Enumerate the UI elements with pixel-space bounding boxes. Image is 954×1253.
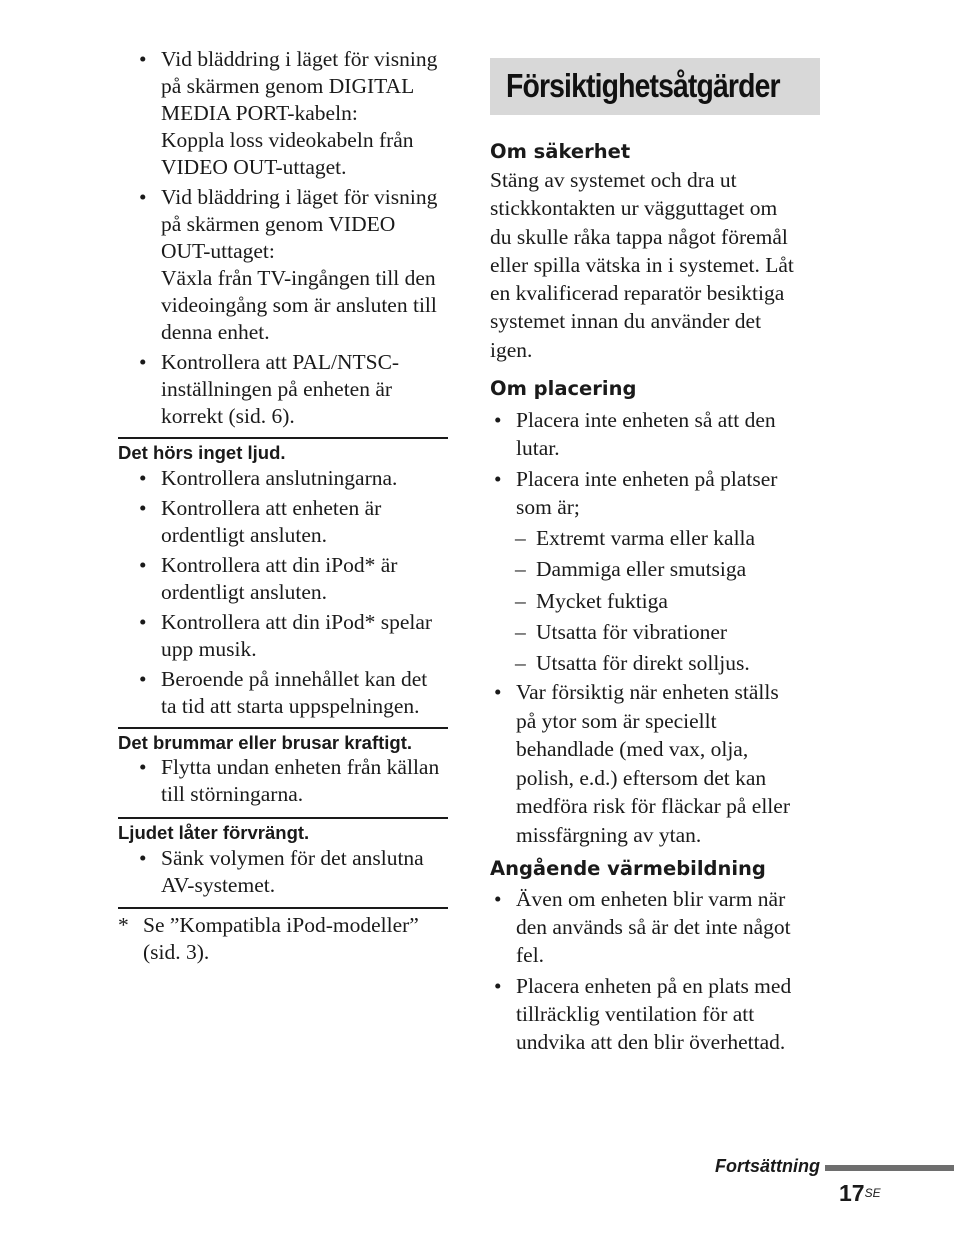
text-line: fel. [516, 943, 545, 967]
section-heading: Det brummar eller brusar kraftigt. [118, 732, 413, 753]
text-line: Kontrollera att din iPod* är [161, 553, 398, 577]
text-line: stickkontakten ur vägguttaget om [490, 196, 778, 221]
bullet-glyph: • [494, 680, 502, 705]
bullet-glyph: • [139, 610, 147, 634]
bullet-glyph: • [139, 846, 147, 870]
bullet-glyph: • [494, 467, 502, 491]
dash-item [515, 587, 820, 618]
text-line: Kontrollera anslutningarna. [161, 466, 398, 490]
text-line: eller spilla vätska in i systemet. Låt [490, 252, 794, 277]
text-line: Kontrollera att enheten är [161, 496, 382, 520]
page-number-value: 17 [839, 1180, 865, 1206]
text-line: VIDEO OUT-uttaget. [161, 155, 347, 179]
text-line: den används så är det inte något [516, 915, 791, 939]
text-line: ordentligt ansluten. [161, 580, 327, 604]
text-line: Flytta undan enheten från källan [161, 755, 440, 779]
section-bullet-list [118, 754, 448, 808]
list-item [494, 406, 820, 462]
bullet-glyph: • [494, 974, 502, 998]
page-title-bar [490, 58, 820, 115]
dash-glyph: – [515, 619, 526, 644]
dash-item [515, 524, 820, 555]
list-item [139, 845, 448, 899]
text-line: ta tid att starta uppspelningen. [161, 694, 420, 718]
section-bullet-list [118, 845, 448, 899]
text-line: på skärmen genom DIGITAL [161, 74, 415, 98]
list-item [494, 465, 820, 521]
bullet-glyph: • [139, 185, 147, 209]
dash-glyph: – [515, 526, 526, 550]
text-line: du skulle råka tappa något föremål [490, 224, 788, 249]
bullet-glyph: • [139, 667, 147, 691]
bullet-glyph: • [139, 553, 147, 577]
text-line: undvika att den blir överhettad. [516, 1030, 786, 1054]
continued-bar [825, 1165, 954, 1171]
text-line: Vid bläddring i läget för visning [161, 47, 438, 71]
list-item [139, 666, 448, 720]
list-item [139, 46, 448, 181]
safety-paragraph [490, 166, 794, 364]
bullet-glyph: • [139, 496, 147, 520]
section-bullet-list [118, 465, 448, 720]
dash-glyph: – [515, 557, 526, 582]
bullet-glyph: • [494, 408, 502, 432]
text-line: upp musik. [161, 637, 257, 661]
list-item [494, 885, 820, 969]
text-line: korrekt (sid. 6). [161, 404, 295, 428]
section-heading: Angående värmebildning [490, 857, 766, 880]
text-line: Även om enheten blir varm när [516, 887, 786, 911]
dash-item [515, 649, 820, 677]
text-line: MEDIA PORT-kabeln: [161, 101, 358, 125]
text-line: Var försiktig när enheten ställs [516, 680, 779, 705]
text-line: en kvalificerad reparatör besiktiga [490, 281, 785, 306]
dash-item [515, 618, 820, 649]
list-item [139, 552, 448, 606]
text-line: Utsatta för vibrationer [536, 619, 728, 644]
text-line: Stäng av systemet och dra ut [490, 168, 737, 192]
text-line: denna enhet. [161, 320, 270, 344]
dash-glyph: – [515, 588, 526, 613]
text-line: inställningen på enheten är [161, 377, 393, 401]
text-line: polish, e.d.) eftersom det kan [516, 765, 767, 790]
list-item [139, 609, 448, 663]
text-line: som är; [516, 495, 580, 519]
text-line: Växla från TV-ingången till den [161, 266, 436, 290]
text-line: systemet innan du använder det [490, 309, 762, 334]
text-line: behandlade (med vax, olja, [516, 737, 749, 762]
text-line: till störningarna. [161, 782, 304, 806]
text-line: Placera enheten på en plats med [516, 974, 792, 998]
list-item [139, 349, 448, 430]
text-line: Kontrollera att din iPod* spelar [161, 610, 433, 634]
placement-list [490, 406, 820, 849]
bullet-glyph: • [139, 755, 147, 779]
section-heading: Det hörs inget ljud. [118, 442, 286, 463]
list-item [494, 972, 820, 1056]
heat-list [490, 885, 820, 1056]
text-line: Sänk volymen för det anslutna [161, 846, 424, 870]
text-line: Utsatta för direkt solljus. [536, 651, 750, 676]
list-item [139, 465, 448, 492]
list-item [494, 678, 820, 849]
dash-item [515, 555, 820, 586]
footnote-line: Se ”Kompatibla iPod-modeller” [143, 913, 419, 937]
text-line: på skärmen genom VIDEO [161, 212, 396, 236]
section-divider [118, 437, 448, 439]
text-line: Beroende på innehållet kan det [161, 667, 428, 691]
page-title: Försiktighetsåtgärder [506, 67, 780, 104]
text-line: ordentligt ansluten. [161, 523, 327, 547]
text-line: Kontrollera att PAL/NTSC- [161, 350, 400, 374]
list-item [139, 495, 448, 549]
text-line: Placera inte enheten så att den [516, 408, 776, 432]
text-line: OUT-uttaget: [161, 239, 275, 263]
list-item [139, 184, 448, 346]
text-line: lutar. [516, 436, 560, 460]
text-line: Dammiga eller smutsiga [536, 557, 747, 582]
section-divider [118, 727, 448, 729]
section-heading: Om placering [490, 377, 637, 400]
text-line: missfärgning av ytan. [516, 822, 702, 847]
text-line: Vid bläddring i läget för visning [161, 185, 438, 209]
section-divider [118, 817, 448, 819]
page-number-suffix: SE [864, 1186, 881, 1200]
text-line: Koppla loss videokabeln från [161, 128, 414, 152]
bullet-glyph: • [139, 47, 147, 71]
section-heading: Ljudet låter förvrängt. [118, 822, 310, 843]
bullet-glyph: • [139, 350, 147, 374]
text-line: videoingång som är ansluten till [161, 293, 437, 317]
text-line: Placera inte enheten på platser [516, 467, 778, 491]
text-line: Extremt varma eller kalla [536, 526, 756, 550]
text-line: på ytor som är speciellt [516, 708, 717, 733]
section-heading: Om säkerhet [490, 140, 631, 163]
text-line: Mycket fuktiga [536, 588, 668, 613]
list-item [139, 754, 448, 808]
text-line: AV-systemet. [161, 873, 276, 897]
footnote-mark: * [118, 913, 129, 937]
page-number [839, 1180, 881, 1206]
text-line: igen. [490, 337, 533, 362]
dash-glyph: – [515, 651, 526, 676]
bullet-glyph: • [139, 466, 147, 490]
text-line: tillräcklig ventilation för att [516, 1002, 755, 1026]
condition-dash-list [490, 524, 820, 677]
footnote-divider [118, 907, 448, 909]
footnote-line: (sid. 3). [143, 940, 210, 964]
continued-label: Fortsättning [715, 1156, 820, 1176]
text-line: medföra risk för fläckar på eller [516, 794, 790, 819]
intro-bullet-list [118, 46, 448, 430]
bullet-glyph: • [494, 887, 502, 911]
